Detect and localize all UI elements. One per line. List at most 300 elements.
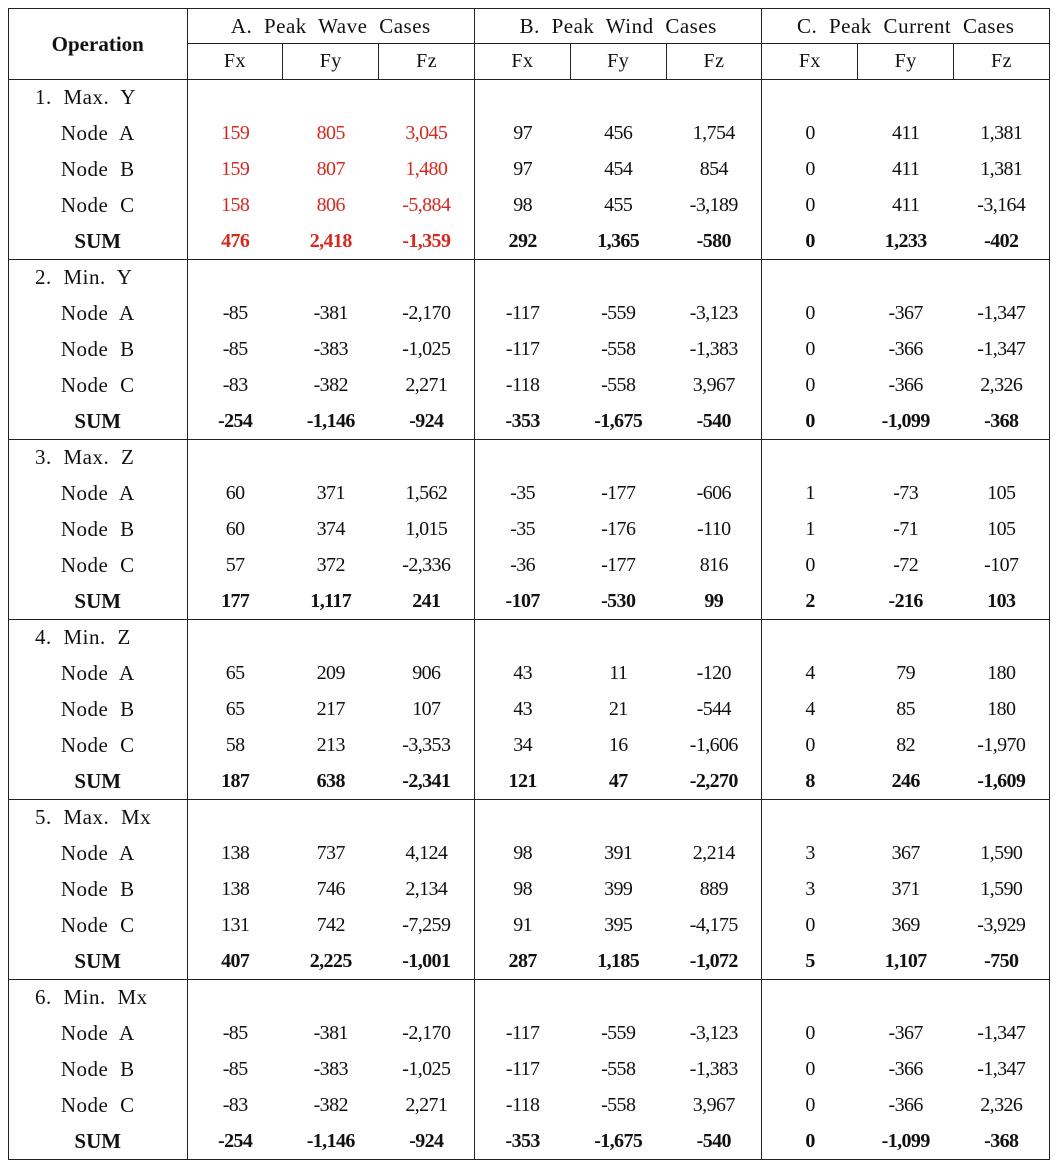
sum-row [9,943,1050,979]
value-b-fz: 3,967 [666,1087,762,1123]
group-title-row [9,439,1050,475]
value-b-fz: 816 [666,547,762,583]
table-body [9,80,1050,1160]
value-a-fy: 213 [316,733,345,756]
value-b-fx: 91 [513,913,533,936]
value-a-fy: -1,146 [283,1123,379,1159]
value-a-fx: -85 [222,302,248,325]
node-row [9,152,1050,188]
value-a-fy: 806 [316,193,345,216]
value-c-fy: -366 [888,1057,923,1080]
value-c-fz: -1,970 [954,727,1050,763]
value-b-fx: -36 [510,553,536,576]
empty-cell [954,619,1050,655]
empty-cell [858,799,954,835]
empty-cell [666,619,762,655]
value-b-fy: -558 [601,373,636,396]
value-a-fx: 177 [187,583,283,619]
value-a-fy: 2,225 [283,943,379,979]
value-c-fz: 1,590 [954,872,1050,908]
value-a-fx: 407 [187,943,283,979]
value-b-fx: -107 [475,583,571,619]
sum-row [9,763,1050,799]
node-row [9,1052,1050,1088]
group-title: 5. Max. Mx [9,799,188,835]
value-b-fy: -558 [601,1093,636,1116]
empty-cell [762,439,858,475]
group-title-row [9,799,1050,835]
value-c-fx: 0 [805,553,815,576]
value-c-fx: 1 [805,482,815,505]
value-c-fy: 82 [896,733,916,756]
value-a-fy: -1,146 [283,403,379,439]
sum-label: SUM [9,583,188,619]
value-b-fx: -117 [505,1057,540,1080]
value-b-fx: 43 [513,662,533,685]
value-b-fx: -117 [505,337,540,360]
node-label: Node A [9,476,188,512]
value-a-fz: 1,015 [379,512,475,548]
value-b-fy: -1,675 [570,403,666,439]
group-title: 1. Max. Y [9,80,188,116]
value-c-fx: 0 [762,1123,858,1159]
value-b-fz: -1,606 [666,727,762,763]
value-a-fz: 2,271 [379,1087,475,1123]
sum-label: SUM [9,403,188,439]
value-b-fx: 97 [513,157,533,180]
group-title-row [9,259,1050,295]
node-row [9,656,1050,692]
value-c-fz: 180 [954,692,1050,728]
value-a-fx: -85 [222,337,248,360]
empty-cell [666,80,762,116]
empty-cell [283,80,379,116]
value-a-fx: -85 [222,1022,248,1045]
value-a-fz: -924 [379,403,475,439]
sum-label: SUM [9,223,188,259]
empty-cell [187,80,283,116]
value-b-fz: -3,189 [666,187,762,223]
load-table [8,8,1050,1160]
value-a-fy: -382 [313,373,348,396]
value-c-fy: 369 [891,913,920,936]
empty-cell [570,80,666,116]
node-row [9,836,1050,872]
group-title-row [9,979,1050,1015]
table-header [9,9,1050,80]
value-a-fz: 1,562 [379,476,475,512]
value-b-fx: 287 [475,943,571,979]
value-c-fy: 85 [896,697,916,720]
value-b-fy: -558 [601,337,636,360]
empty-cell [187,799,283,835]
value-c-fx: 0 [805,302,815,325]
value-a-fz: 1,480 [379,152,475,188]
value-c-fz: 1,590 [954,836,1050,872]
value-b-fz: 99 [666,583,762,619]
sum-row [9,583,1050,619]
group-title: 2. Min. Y [9,259,188,295]
node-label: Node B [9,872,188,908]
value-a-fz: 4,124 [379,836,475,872]
value-a-fz: -2,170 [379,296,475,332]
value-c-fx: 4 [805,662,815,685]
col-header-fx: Fx [187,44,283,80]
value-c-fz: -1,347 [954,1016,1050,1052]
sum-label: SUM [9,1123,188,1159]
value-b-fy: 395 [604,913,633,936]
value-a-fy: 371 [316,482,345,505]
value-c-fx: 0 [805,1022,815,1045]
node-row [9,332,1050,368]
empty-cell [762,259,858,295]
value-c-fz: -1,347 [954,1052,1050,1088]
value-c-fz: 105 [954,512,1050,548]
value-c-fy: -366 [888,373,923,396]
value-a-fz: -7,259 [379,907,475,943]
value-a-fy: -381 [313,1022,348,1045]
value-a-fy: 807 [316,157,345,180]
empty-cell [666,979,762,1015]
value-b-fx: 98 [513,193,533,216]
value-b-fy: -530 [570,583,666,619]
col-header-fy: Fy [858,44,954,80]
value-c-fx: 0 [762,403,858,439]
value-a-fz: 3,045 [379,116,475,152]
node-label: Node B [9,512,188,548]
value-c-fz: 2,326 [954,1087,1050,1123]
value-c-fz: 180 [954,656,1050,692]
value-a-fx: 138 [221,842,250,865]
value-c-fz: -3,164 [954,187,1050,223]
value-c-fz: -1,609 [954,763,1050,799]
group-title: 3. Max. Z [9,439,188,475]
value-a-fz: -3,353 [379,727,475,763]
empty-cell [666,799,762,835]
sum-row [9,1123,1050,1159]
value-b-fz: -1,383 [666,332,762,368]
sum-label: SUM [9,943,188,979]
value-b-fz: 1,754 [666,116,762,152]
value-a-fy: -382 [313,1093,348,1116]
value-a-fx: 60 [225,482,245,505]
value-b-fx: -35 [510,517,536,540]
value-c-fy: 367 [891,842,920,865]
col-header-fx: Fx [762,44,858,80]
node-row [9,367,1050,403]
value-a-fz: -5,884 [379,187,475,223]
empty-cell [762,979,858,1015]
empty-cell [379,799,475,835]
value-b-fx: 98 [513,842,533,865]
node-label: Node A [9,1016,188,1052]
value-c-fz: -1,347 [954,332,1050,368]
empty-cell [858,80,954,116]
node-row [9,907,1050,943]
node-row [9,1087,1050,1123]
node-label: Node C [9,727,188,763]
value-a-fz: -2,341 [379,763,475,799]
value-c-fz: -750 [954,943,1050,979]
group-title-row [9,619,1050,655]
value-c-fx: 8 [762,763,858,799]
value-b-fy: 455 [604,193,633,216]
empty-cell [570,619,666,655]
value-a-fx: 138 [221,877,250,900]
value-c-fy: 1,233 [858,223,954,259]
col-header-fy: Fy [570,44,666,80]
value-c-fy: -1,099 [858,1123,954,1159]
value-c-fy: -73 [893,482,919,505]
value-b-fx: 97 [513,122,533,145]
value-a-fx: 60 [225,517,245,540]
empty-cell [475,259,571,295]
col-header-fz: Fz [379,44,475,80]
empty-cell [762,619,858,655]
operation-header: Operation [9,9,188,80]
empty-cell [187,619,283,655]
value-c-fy: 371 [891,877,920,900]
value-b-fz: -3,123 [666,1016,762,1052]
case-c-header: C. Peak Current Cases [762,9,1050,44]
value-b-fz: -540 [666,403,762,439]
col-header-fz: Fz [666,44,762,80]
value-c-fx: 0 [805,733,815,756]
empty-cell [283,979,379,1015]
value-c-fx: 1 [805,517,815,540]
value-b-fz: -4,175 [666,907,762,943]
node-row [9,547,1050,583]
value-c-fy: -366 [888,337,923,360]
value-b-fx: -35 [510,482,536,505]
sum-row [9,403,1050,439]
empty-cell [858,979,954,1015]
empty-cell [379,259,475,295]
value-a-fx: 476 [187,223,283,259]
value-a-fx: 158 [221,193,250,216]
value-b-fz: -606 [666,476,762,512]
value-a-fz: 241 [379,583,475,619]
value-c-fx: 0 [762,223,858,259]
value-a-fz: -1,025 [379,1052,475,1088]
empty-cell [570,439,666,475]
value-c-fz: -1,347 [954,296,1050,332]
empty-cell [762,799,858,835]
value-b-fz: 889 [666,872,762,908]
value-b-fy: 16 [608,733,628,756]
value-a-fz: -1,001 [379,943,475,979]
node-label: Node B [9,692,188,728]
empty-cell [666,439,762,475]
value-a-fx: -83 [222,1093,248,1116]
group-title: 4. Min. Z [9,619,188,655]
value-a-fx: -83 [222,373,248,396]
empty-cell [379,439,475,475]
value-b-fy: -1,675 [570,1123,666,1159]
col-header-fz: Fz [954,44,1050,80]
value-a-fz: 906 [379,656,475,692]
value-b-fz: 2,214 [666,836,762,872]
empty-cell [954,799,1050,835]
value-c-fy: -216 [858,583,954,619]
sum-row [9,223,1050,259]
value-c-fx: 0 [805,1057,815,1080]
value-a-fy: 217 [316,697,345,720]
value-c-fz: 1,381 [954,116,1050,152]
empty-cell [283,799,379,835]
value-b-fz: -1,383 [666,1052,762,1088]
value-c-fy: 1,107 [858,943,954,979]
node-label: Node A [9,116,188,152]
node-label: Node A [9,836,188,872]
value-c-fx: 5 [762,943,858,979]
empty-cell [187,439,283,475]
value-b-fx: 43 [513,697,533,720]
value-b-fy: 1,185 [570,943,666,979]
value-b-fz: -1,072 [666,943,762,979]
value-b-fy: -559 [601,302,636,325]
node-label: Node A [9,656,188,692]
value-b-fy: 391 [604,842,633,865]
value-b-fz: -544 [666,692,762,728]
value-c-fy: -72 [893,553,919,576]
value-b-fx: 34 [513,733,533,756]
value-b-fx: -118 [505,373,540,396]
empty-cell [954,439,1050,475]
value-c-fx: 0 [805,373,815,396]
value-c-fx: 0 [805,337,815,360]
value-c-fy: -1,099 [858,403,954,439]
value-c-fx: 0 [805,1093,815,1116]
value-c-fz: 105 [954,476,1050,512]
value-c-fz: -402 [954,223,1050,259]
empty-cell [570,259,666,295]
value-b-fy: 456 [604,122,633,145]
empty-cell [858,439,954,475]
value-a-fx: 131 [221,913,250,936]
value-a-fy: -381 [313,302,348,325]
empty-cell [954,80,1050,116]
value-a-fx: 159 [221,157,250,180]
node-label: Node B [9,152,188,188]
empty-cell [475,799,571,835]
value-c-fz: -107 [954,547,1050,583]
value-a-fz: -924 [379,1123,475,1159]
value-b-fx: -117 [505,1022,540,1045]
value-c-fx: 0 [805,157,815,180]
value-a-fy: 2,418 [283,223,379,259]
value-a-fy: 372 [316,553,345,576]
value-a-fx: -85 [222,1057,248,1080]
value-a-fy: 638 [283,763,379,799]
value-b-fy: 454 [604,157,633,180]
value-b-fx: -118 [505,1093,540,1116]
value-c-fx: 4 [805,697,815,720]
node-row [9,692,1050,728]
empty-cell [858,259,954,295]
value-b-fz: 3,967 [666,367,762,403]
value-a-fz: -2,170 [379,1016,475,1052]
value-a-fy: 805 [316,122,345,145]
empty-cell [570,979,666,1015]
empty-cell [379,619,475,655]
node-row [9,296,1050,332]
empty-cell [666,259,762,295]
value-a-fz: 107 [379,692,475,728]
value-c-fx: 3 [805,842,815,865]
empty-cell [283,259,379,295]
value-a-fx: -254 [187,1123,283,1159]
value-a-fx: 65 [225,662,245,685]
empty-cell [475,619,571,655]
value-a-fz: -2,336 [379,547,475,583]
col-header-fx: Fx [475,44,571,80]
node-row [9,872,1050,908]
value-b-fx: -353 [475,1123,571,1159]
empty-cell [379,979,475,1015]
value-b-fy: 11 [609,662,628,685]
node-label: Node A [9,296,188,332]
value-c-fz: 103 [954,583,1050,619]
value-a-fy: 1,117 [283,583,379,619]
value-b-fx: 98 [513,877,533,900]
empty-cell [858,619,954,655]
empty-cell [187,259,283,295]
value-c-fz: -368 [954,403,1050,439]
empty-cell [570,799,666,835]
node-row [9,512,1050,548]
value-c-fy: 79 [896,662,916,685]
value-a-fx: 57 [225,553,245,576]
value-b-fy: 47 [570,763,666,799]
node-label: Node C [9,187,188,223]
value-a-fz: -1,359 [379,223,475,259]
value-c-fx: 2 [762,583,858,619]
value-c-fz: -3,929 [954,907,1050,943]
value-c-fy: -71 [893,517,919,540]
empty-cell [283,439,379,475]
value-b-fz: -540 [666,1123,762,1159]
node-row [9,476,1050,512]
value-c-fx: 3 [805,877,815,900]
empty-cell [475,80,571,116]
value-a-fx: 58 [225,733,245,756]
value-a-fy: -383 [313,337,348,360]
node-row [9,116,1050,152]
value-a-fy: 742 [316,913,345,936]
node-label: Node C [9,367,188,403]
value-b-fx: -117 [505,302,540,325]
value-a-fy: 374 [316,517,345,540]
value-a-fy: 746 [316,877,345,900]
value-a-fz: 2,271 [379,367,475,403]
value-b-fy: 399 [604,877,633,900]
value-c-fz: -368 [954,1123,1050,1159]
value-b-fz: -580 [666,223,762,259]
value-b-fy: -559 [601,1022,636,1045]
value-a-fx: 187 [187,763,283,799]
col-header-fy: Fy [283,44,379,80]
value-c-fx: 0 [805,913,815,936]
value-c-fx: 0 [805,193,815,216]
node-label: Node C [9,1087,188,1123]
node-row [9,727,1050,763]
empty-cell [475,439,571,475]
value-b-fy: -176 [601,517,636,540]
value-b-fz: -110 [666,512,762,548]
value-b-fx: -353 [475,403,571,439]
case-b-header: B. Peak Wind Cases [475,9,762,44]
